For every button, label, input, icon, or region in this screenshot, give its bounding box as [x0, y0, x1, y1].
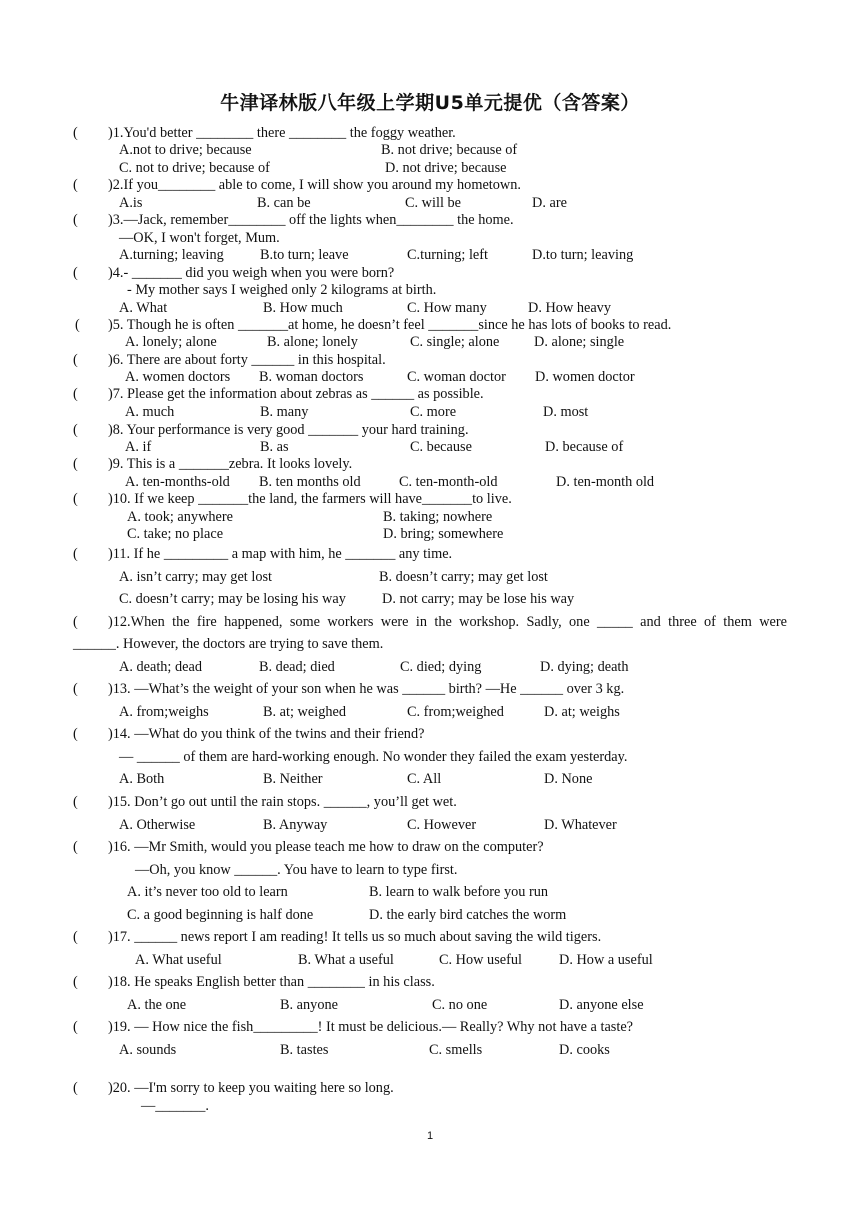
- option-d: D. How heavy: [528, 300, 611, 316]
- option-d: D. at; weighs: [544, 704, 620, 720]
- option-c: C. single; alone: [410, 334, 500, 350]
- answer-paren: (: [75, 317, 80, 333]
- question-8: )8. Your performance is very good _______ your hard training.: [108, 422, 469, 438]
- option-c: C. How many: [407, 300, 487, 316]
- option-b: B. What a useful: [298, 952, 394, 968]
- option-d: D. not drive; because: [385, 160, 507, 176]
- answer-paren: (: [73, 422, 78, 438]
- option-c: C. died; dying: [400, 659, 482, 675]
- answer-paren: (: [73, 177, 78, 193]
- option-c: C.turning; left: [407, 247, 489, 263]
- option-b: B. taking; nowhere: [383, 509, 493, 525]
- option-b: B. learn to walk before you run: [369, 884, 549, 900]
- option-a: A. Otherwise: [119, 817, 196, 833]
- option-c: C. because: [410, 439, 472, 455]
- question-7: )7. Please get the information about zebras as ______ as possible.: [108, 386, 484, 402]
- answer-paren: (: [73, 386, 78, 402]
- answer-paren: (: [73, 726, 78, 742]
- option-c: C. However: [407, 817, 477, 833]
- option-c: C. smells: [429, 1042, 483, 1058]
- question-20-reply: —_______.: [141, 1098, 209, 1114]
- option-c: C. no one: [432, 997, 488, 1013]
- answer-paren: (: [73, 1080, 78, 1096]
- answer-paren: (: [73, 614, 78, 630]
- question-4: )4.- _______ did you weigh when you were born?: [108, 265, 395, 281]
- option-b: B. tastes: [280, 1042, 329, 1058]
- option-d: D. How a useful: [559, 952, 653, 968]
- answer-paren: (: [73, 125, 78, 141]
- question-16: )16. —Mr Smith, would you please teach me how to draw on the computer?: [108, 839, 544, 855]
- question-19: )19. — How nice the fish_________! It must be delicious.— Really? Why not have a taste?: [108, 1019, 634, 1035]
- option-b: B. at; weighed: [263, 704, 346, 720]
- option-b: B. can be: [257, 195, 311, 211]
- question-12: )12.When the fire happened, some workers were in the workshop. Sadly, one _____ and three of them were: [108, 614, 787, 630]
- option-c: C. doesn’t carry; may be losing his way: [119, 591, 346, 607]
- option-d: D. not carry; may be lose his way: [382, 591, 575, 607]
- option-c: C. woman doctor: [407, 369, 506, 385]
- option-b: B. doesn’t carry; may get lost: [379, 569, 548, 585]
- option-b: B. ten months old: [259, 474, 361, 490]
- option-d: D. are: [532, 195, 567, 211]
- option-c: C. from;weighed: [407, 704, 504, 720]
- option-d: D. None: [544, 771, 593, 787]
- question-13: )13. —What’s the weight of your son when he was ______ birth? —He ______ over 3 kg.: [108, 681, 625, 697]
- option-a: A. What: [119, 300, 168, 316]
- question-16-reply: —Oh, you know ______. You have to learn to type first.: [135, 862, 458, 878]
- option-c: C. will be: [405, 195, 461, 211]
- question-11: )11. If he _________ a map with him, he _______ any time.: [108, 546, 453, 562]
- question-5: )5. Though he is often _______at home, he doesn’t feel _______since he has lots of books to read.: [108, 317, 672, 333]
- option-a: A. if: [125, 439, 152, 455]
- question-4-reply: - My mother says I weighed only 2 kilograms at birth.: [127, 282, 437, 298]
- answer-paren: (: [73, 1019, 78, 1035]
- question-10: )10. If we keep _______the land, the farmers will have_______to live.: [108, 491, 512, 507]
- option-d: D. women doctor: [535, 369, 635, 385]
- option-b: B. dead; died: [259, 659, 335, 675]
- option-c: C. a good beginning is half done: [127, 907, 314, 923]
- page-title: 牛津译林版八年级上学期U5单元提优（含答案）: [220, 92, 640, 114]
- question-18: )18. He speaks English better than ________ in his class.: [108, 974, 435, 990]
- page-number: 1: [426, 1130, 434, 1142]
- option-b: B. Anyway: [263, 817, 328, 833]
- option-b: B. anyone: [280, 997, 338, 1013]
- option-d: D. cooks: [559, 1042, 610, 1058]
- question-15: )15. Don’t go out until the rain stops. ______, you’ll get wet.: [108, 794, 457, 810]
- option-d: D. bring; somewhere: [383, 526, 504, 542]
- option-a: A. much: [125, 404, 175, 420]
- option-a: A. Both: [119, 771, 165, 787]
- option-a: A. lonely; alone: [125, 334, 217, 350]
- option-a: A. sounds: [119, 1042, 177, 1058]
- question-9: )9. This is a _______zebra. It looks lovely.: [108, 456, 353, 472]
- option-a: A. ten-months-old: [125, 474, 230, 490]
- option-b: B. Neither: [263, 771, 323, 787]
- option-a: A. death; dead: [119, 659, 202, 675]
- option-a: A. What useful: [135, 952, 222, 968]
- question-12-cont: ______. However, the doctors are trying to save them.: [73, 636, 384, 652]
- option-d: D. dying; death: [540, 659, 629, 675]
- answer-paren: (: [73, 794, 78, 810]
- option-d: D. the early bird catches the worm: [369, 907, 567, 923]
- option-b: B. not drive; because of: [381, 142, 518, 158]
- option-d: D. Whatever: [544, 817, 617, 833]
- question-14-reply: — ______ of them are hard-working enough. No wonder they failed the exam yesterday.: [119, 749, 628, 765]
- question-20: )20. —I'm sorry to keep you waiting here so long.: [108, 1080, 394, 1096]
- option-d: D. ten-month old: [556, 474, 655, 490]
- option-a: A. women doctors: [125, 369, 231, 385]
- option-c: C. take; no place: [127, 526, 224, 542]
- option-a: A.turning; leaving: [119, 247, 224, 263]
- option-a: A. from;weighs: [119, 704, 209, 720]
- option-d: D. alone; single: [534, 334, 625, 350]
- option-a: A. it’s never too old to learn: [127, 884, 288, 900]
- option-d: D. most: [543, 404, 589, 420]
- option-b: B. woman doctors: [259, 369, 364, 385]
- option-b: B. many: [260, 404, 309, 420]
- option-a: A.not to drive; because: [119, 142, 252, 158]
- option-d: D. anyone else: [559, 997, 644, 1013]
- question-14: )14. —What do you think of the twins and their friend?: [108, 726, 425, 742]
- answer-paren: (: [73, 456, 78, 472]
- answer-paren: (: [73, 212, 78, 228]
- question-2: )2.If you________ able to come, I will show you around my hometown.: [108, 177, 521, 193]
- answer-paren: (: [73, 929, 78, 945]
- answer-paren: (: [73, 974, 78, 990]
- option-a: A. took; anywhere: [127, 509, 234, 525]
- question-3-reply: —OK, I won't forget, Mum.: [119, 230, 280, 246]
- option-d: D.to turn; leaving: [532, 247, 634, 263]
- answer-paren: (: [73, 352, 78, 368]
- option-c: C. not to drive; because of: [119, 160, 270, 176]
- answer-paren: (: [73, 546, 78, 562]
- option-c: C. ten-month-old: [399, 474, 498, 490]
- answer-paren: (: [73, 265, 78, 281]
- option-c: C. more: [410, 404, 457, 420]
- option-a: A. the one: [127, 997, 187, 1013]
- option-b: B.to turn; leave: [260, 247, 349, 263]
- option-c: C. How useful: [439, 952, 522, 968]
- question-3: )3.—Jack, remember________ off the lights when________ the home.: [108, 212, 514, 228]
- answer-paren: (: [73, 839, 78, 855]
- answer-paren: (: [73, 681, 78, 697]
- answer-paren: (: [73, 491, 78, 507]
- option-a: A.is: [119, 195, 143, 211]
- question-1: )1.You'd better ________ there ________ the foggy weather.: [108, 125, 456, 141]
- option-d: D. because of: [545, 439, 624, 455]
- option-b: B. as: [260, 439, 289, 455]
- option-c: C. All: [407, 771, 442, 787]
- option-b: B. alone; lonely: [267, 334, 358, 350]
- question-6: )6. There are about forty ______ in this hospital.: [108, 352, 386, 368]
- question-17: )17. ______ news report I am reading! It tells us so much about saving the wild tigers.: [108, 929, 602, 945]
- option-a: A. isn’t carry; may get lost: [119, 569, 273, 585]
- option-b: B. How much: [263, 300, 343, 316]
